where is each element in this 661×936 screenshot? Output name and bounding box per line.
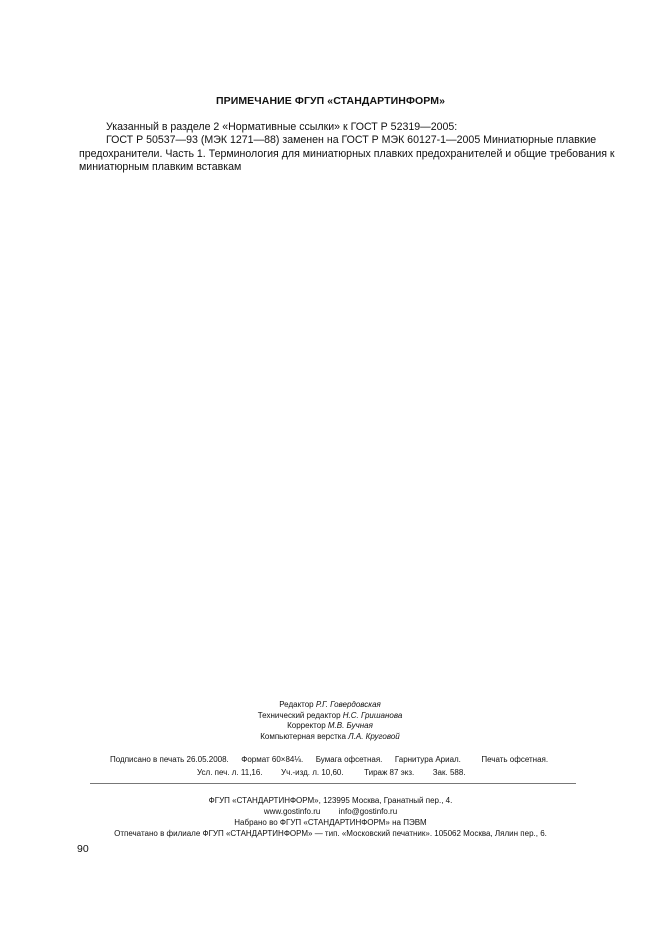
note-intro: Указанный в разделе 2 «Нормативные ссылки» к ГОСТ Р 52319—2005: [106, 121, 458, 133]
publisher-web: www.gostinfo.ru [263, 807, 321, 816]
note-title: ПРИМЕЧАНИЕ ФГУП «СТАНДАРТИНФОРМ» [215, 95, 446, 107]
credit-layout-name: Л.А. Круговой [348, 732, 400, 742]
publisher-address: ФГУП «СТАНДАРТИНФОРМ», 123995 Москва, Гранатный пер., 4. [208, 796, 453, 805]
print-circulation: Тираж 87 экз. [364, 767, 415, 777]
print-order: Зак. 588. [432, 767, 466, 777]
publisher-email: info@gostinfo.ru [338, 807, 398, 816]
print-info-row-1 [100, 754, 600, 767]
publisher-typeset: Набрано во ФГУП «СТАНДАРТИНФОРМ» на ПЭВМ [234, 818, 427, 827]
print-font: Гарнитура Ариал. [394, 755, 461, 764]
print-info [100, 754, 600, 779]
credit-editor [200, 700, 460, 711]
credit-editor-label: Редактор [279, 700, 314, 709]
credit-editor-name: Р.Г. Говердовская [315, 700, 381, 709]
credit-corrector-label: Корректор [287, 721, 326, 731]
print-paper: Бумага офсетная. [315, 755, 383, 764]
publisher-block [0, 795, 661, 839]
credit-corrector [200, 721, 460, 732]
print-sheets: Усл. печ. л. 11,16. [197, 767, 263, 777]
divider-line [90, 783, 576, 784]
print-edit-sheets: Уч.-изд. л. 10,60. [281, 767, 344, 777]
credit-tech-editor-name: Н.С. Гришанова [342, 710, 403, 720]
credit-tech-editor [200, 711, 460, 722]
credits-block [200, 700, 460, 743]
page-number: 90 [77, 843, 89, 855]
print-info-row-2 [100, 767, 600, 780]
print-printing: Печать офсетная. [481, 755, 549, 764]
print-signed: Подписано в печать 26.05.2008. [110, 755, 229, 764]
publisher-printed: Отпечатано в филиале ФГУП «СТАНДАРТИНФОРМ» — тип. «Московский печатник». 105062 Москва, Лялин пер., 6. [114, 829, 547, 838]
note-text: ГОСТ Р 50537—93 (МЭК 1271—88) заменен на ГОСТ Р МЭК 60127-1—2005 Миниатюрные плавкие предохранители. Часть 1. Терминология для миниатюрных плавких предохранителей и общие требования к миниатюрным плавким вставкам [79, 134, 615, 173]
credit-layout-label: Компьютерная верстка [260, 732, 346, 742]
note-body [79, 121, 619, 174]
print-format: Формат 60×84⅛. [241, 755, 304, 764]
credit-tech-editor-label: Технический редактор [257, 710, 341, 720]
credit-corrector-name: М.В. Бучная [327, 721, 373, 731]
publisher-contacts [0, 806, 661, 817]
credit-layout [200, 732, 460, 743]
